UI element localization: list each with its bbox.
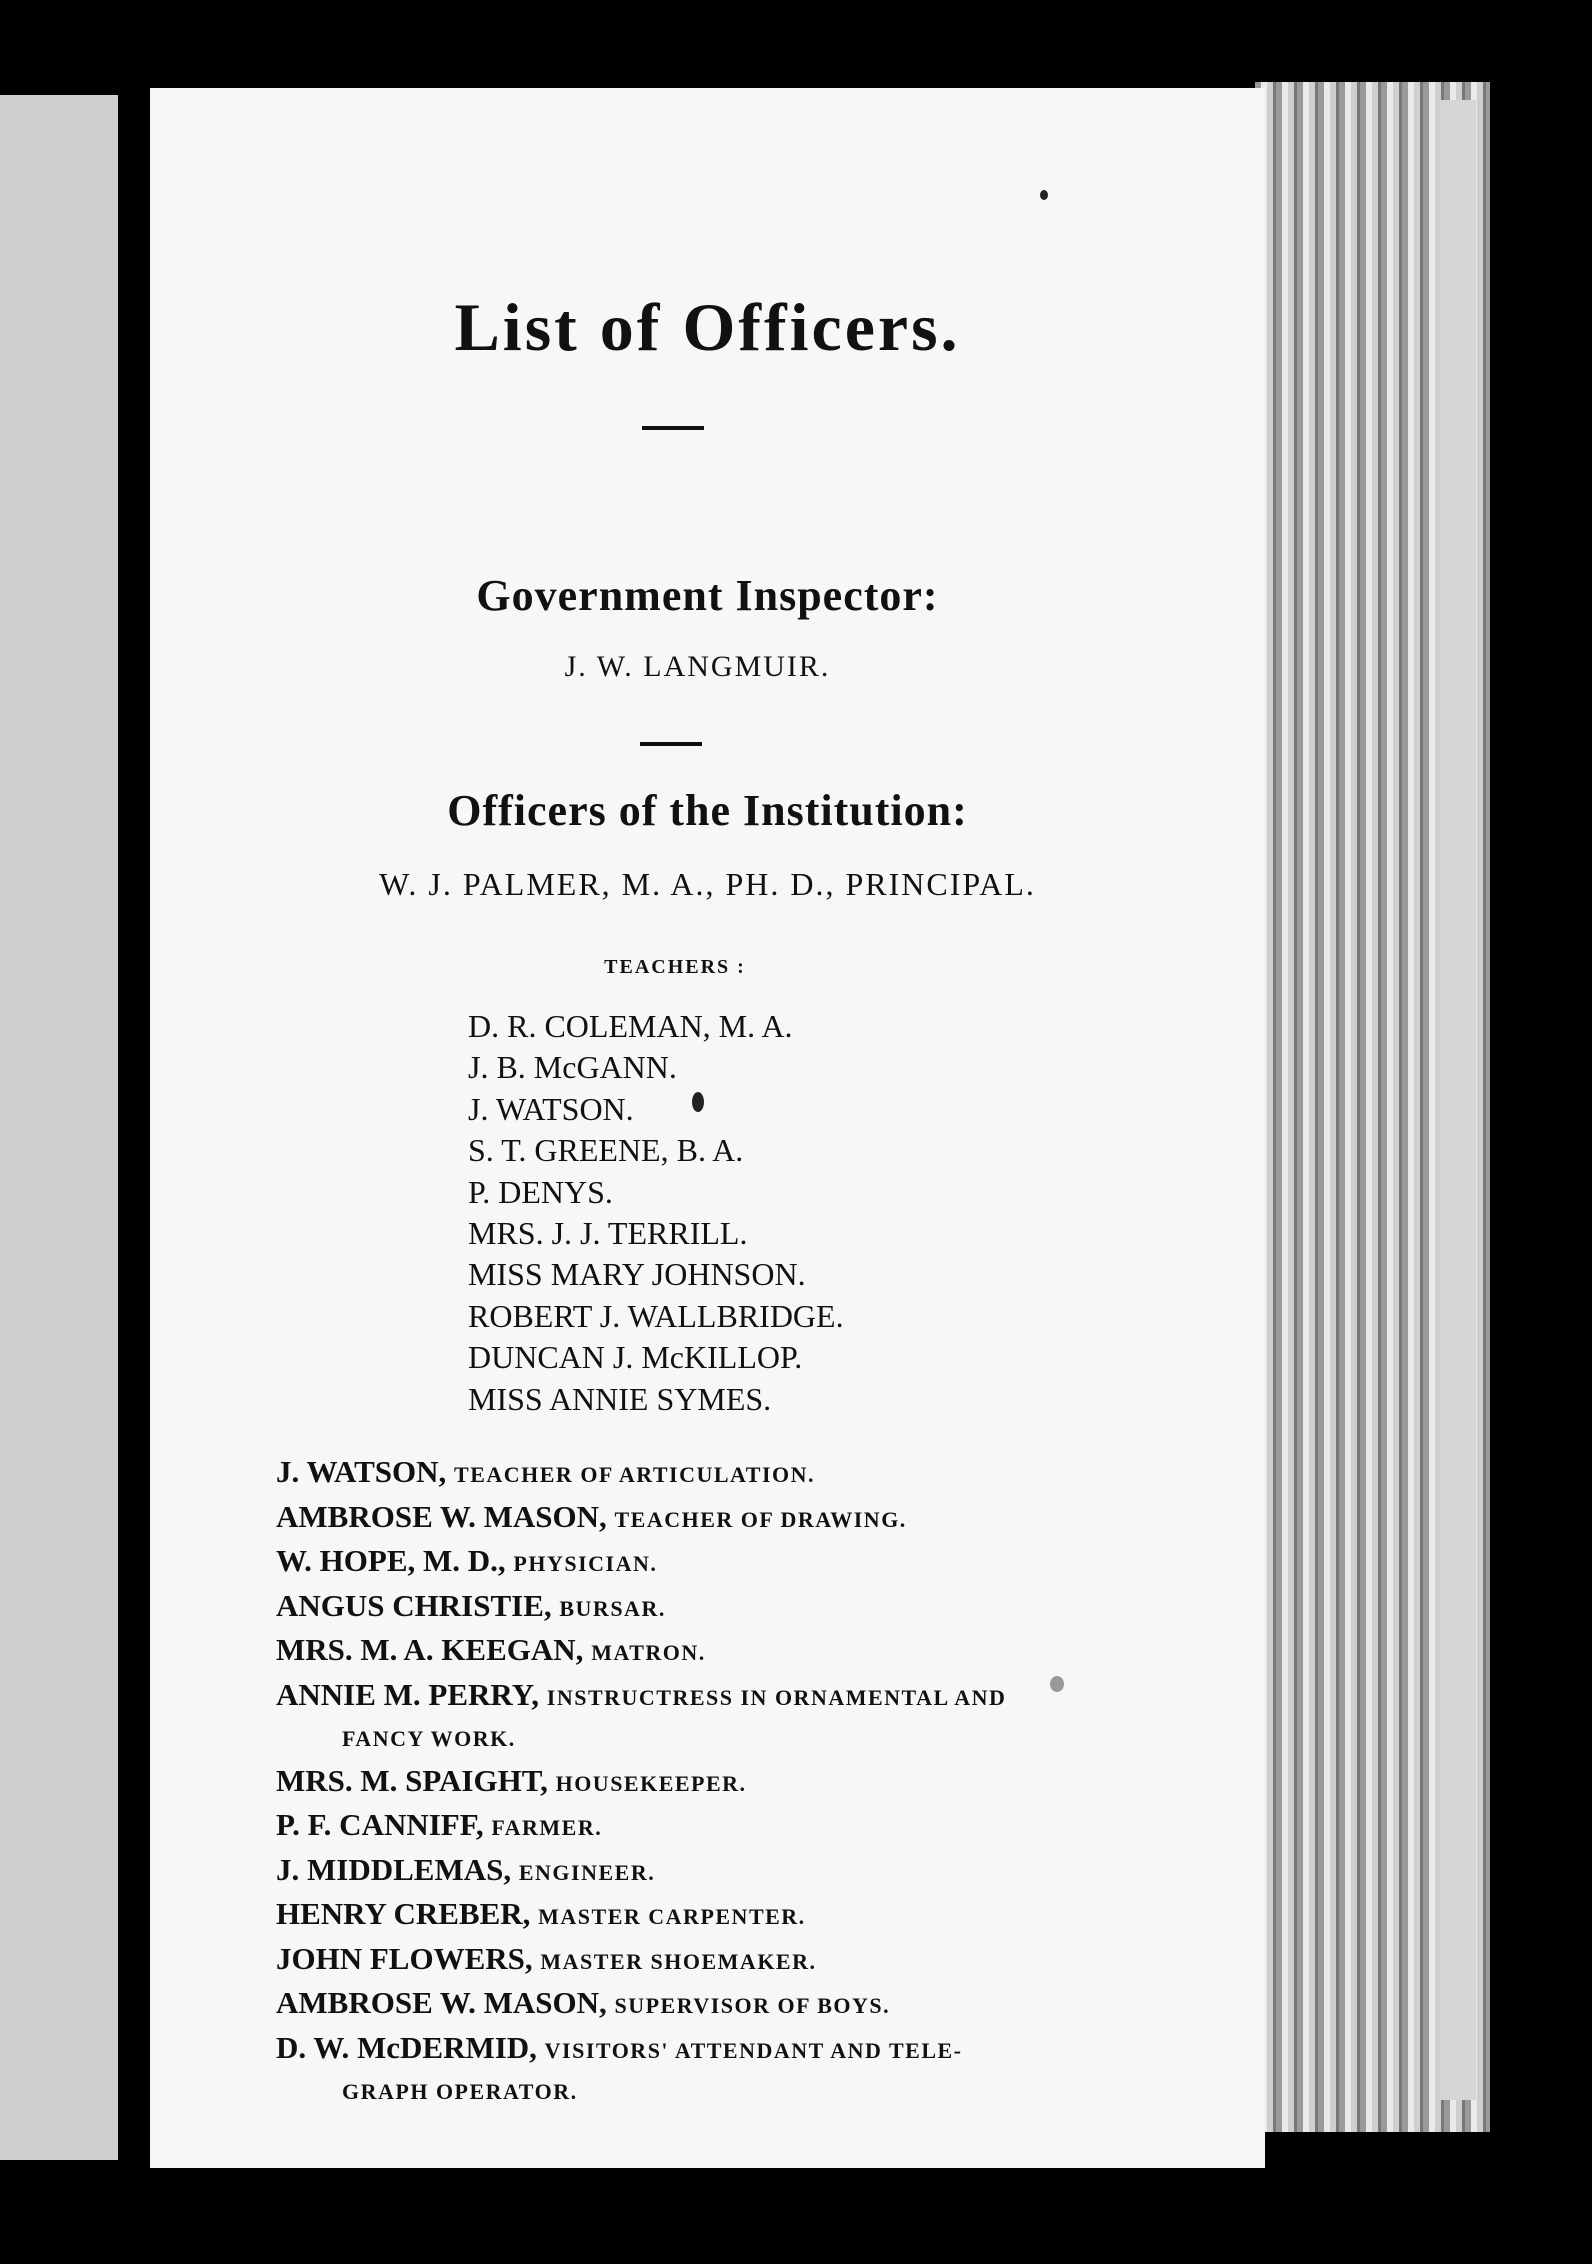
- staff-name: J. MIDDLEMAS,: [276, 1851, 512, 1887]
- staff-name: W. HOPE, M. D.,: [276, 1543, 506, 1578]
- teacher-item: ROBERT J. WALLBRIDGE.: [468, 1297, 844, 1334]
- left-page-edge: [0, 95, 118, 2160]
- teacher-item: P. DENYS.: [468, 1173, 613, 1210]
- staff-role: HOUSEKEEPER.: [555, 1770, 747, 1796]
- staff-role-continued: GRAPH OPERATOR.: [342, 2079, 578, 2104]
- staff-role-continued: FANCY WORK.: [342, 1726, 516, 1751]
- staff-item: [276, 1938, 1006, 1983]
- staff-item: [276, 1849, 1006, 1894]
- staff-role: BURSAR.: [559, 1595, 666, 1621]
- staff-name: J. WATSON,: [276, 1454, 447, 1489]
- ink-speck: [1040, 190, 1048, 200]
- teacher-item: D. R. COLEMAN, M. A.: [468, 1008, 793, 1044]
- staff-item: [276, 1760, 1006, 1805]
- staff-name: MRS. M. A. KEEGAN,: [276, 1632, 584, 1667]
- principal-line: W. J. PALMER, M. A., PH. D., PRINCIPAL.: [379, 866, 1036, 902]
- staff-role: SUPERVISOR OF BOYS.: [614, 1993, 891, 2018]
- teacher-item: J. B. McGANN.: [468, 1049, 677, 1086]
- page-edges-inner: [1440, 100, 1476, 2100]
- staff-role: INSTRUCTRESS IN ORNAMENTAL AND: [546, 1684, 1007, 1710]
- staff-item: [276, 1540, 1006, 1585]
- staff-item: [276, 2027, 1006, 2113]
- teachers-label: TEACHERS :: [604, 956, 746, 978]
- ink-speck: [692, 1092, 704, 1112]
- book-page: [150, 88, 1265, 2168]
- section-heading-officers: Officers of the Institution:: [447, 786, 968, 835]
- staff-item: [276, 1674, 1006, 1760]
- staff-name: HENRY CREBER,: [276, 1896, 531, 1931]
- ink-speck: [1050, 1676, 1064, 1692]
- staff-role: TEACHER OF ARTICULATION.: [454, 1462, 816, 1487]
- inspector-name: J. W. LANGMUIR.: [564, 650, 831, 683]
- staff-item: [276, 1982, 1006, 2027]
- staff-name: MRS. M. SPAIGHT,: [276, 1762, 548, 1798]
- staff-role: TEACHER OF DRAWING.: [614, 1506, 907, 1532]
- teacher-item: J. WATSON.: [468, 1090, 634, 1127]
- staff-name: ANGUS CHRISTIE,: [276, 1587, 552, 1623]
- staff-role: MASTER CARPENTER.: [538, 1904, 806, 1929]
- teacher-item: MRS. J. J. TERRILL.: [468, 1214, 748, 1251]
- teacher-item: MISS MARY JOHNSON.: [468, 1256, 806, 1293]
- staff-role: PHYSICIAN.: [513, 1551, 658, 1576]
- staff-role: MASTER SHOEMAKER.: [540, 1948, 817, 1974]
- staff-role: FARMER.: [491, 1815, 603, 1840]
- staff-name: AMBROSE W. MASON,: [276, 1498, 607, 1534]
- staff-name: JOHN FLOWERS,: [276, 1940, 533, 1976]
- staff-item: [276, 1496, 1006, 1541]
- staff-name: D. W. McDERMID,: [276, 2029, 537, 2065]
- teacher-item: S. T. GREENE, B. A.: [468, 1132, 744, 1169]
- section-rule: [640, 742, 702, 746]
- section-heading-inspector: Government Inspector:: [476, 571, 939, 620]
- page-title: List of Officers.: [454, 289, 961, 365]
- staff-role: MATRON.: [591, 1640, 706, 1665]
- staff-item: [276, 1629, 1006, 1674]
- teachers-list: [468, 1006, 844, 1420]
- staff-item: [276, 1893, 1006, 1938]
- staff-item: [276, 1451, 1006, 1496]
- staff-item: [276, 1804, 1006, 1849]
- book-gutter: [118, 95, 154, 2160]
- teacher-item: MISS ANNIE SYMES.: [468, 1380, 772, 1417]
- staff-role: ENGINEER.: [518, 1859, 656, 1885]
- staff-name: AMBROSE W. MASON,: [276, 1985, 607, 2020]
- staff-name: P. F. CANNIFF,: [276, 1807, 484, 1842]
- staff-role: VISITORS' ATTENDANT AND TELE-: [544, 2037, 963, 2063]
- teacher-item: DUNCAN J. McKILLOP.: [468, 1339, 803, 1376]
- staff-name: ANNIE M. PERRY,: [276, 1676, 540, 1712]
- title-rule: [642, 426, 704, 430]
- staff-list: [276, 1451, 1006, 2113]
- staff-item: [276, 1585, 1006, 1630]
